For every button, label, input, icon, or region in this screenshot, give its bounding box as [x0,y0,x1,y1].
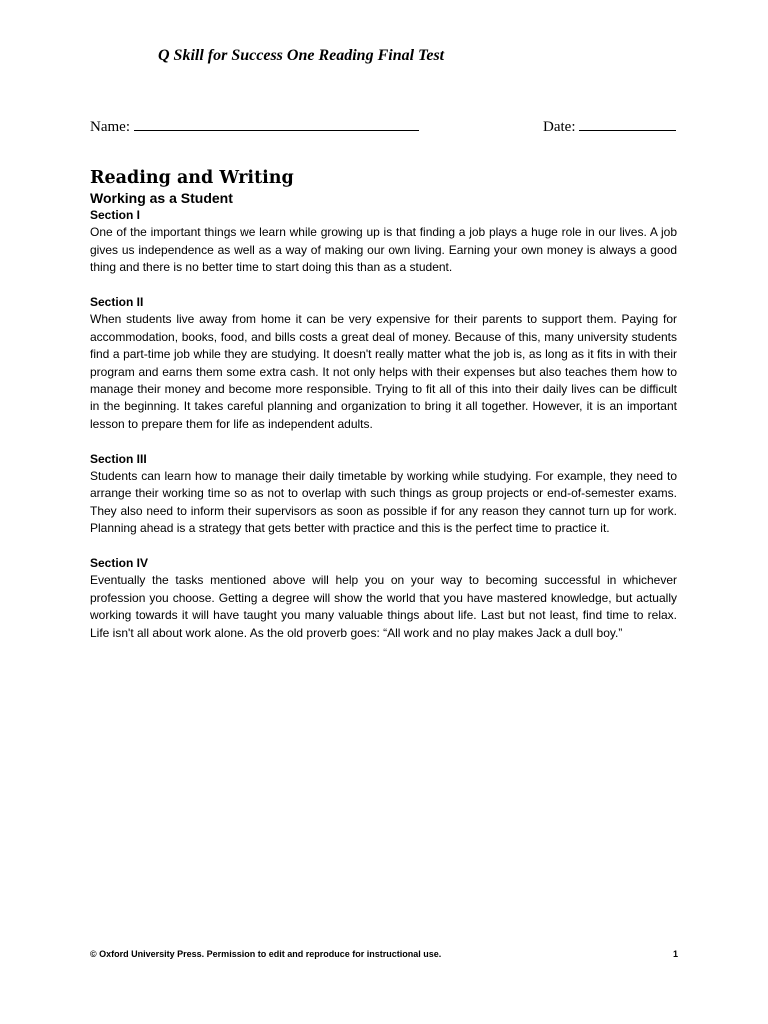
section-2 [90,294,677,433]
date-blank-line [579,116,676,131]
section-label: Section I [90,208,141,222]
name-blank-line [134,116,419,131]
paragraph-gap [90,538,677,555]
section-paragraph: One of the important things we learn while growing up is that finding a job plays a huge role in our lives. A job gives us independence as well as a way of making our own living. Earning your own money is always a good thing and there is no better time to start doing this than as a student. [90,225,677,275]
section-paragraph: Students can learn how to manage their daily timetable by working while studying. For example, they need to arrange their working time so as not to overlap with such things as group projects or end-of-semester exams. They also need to inform their supervisors as soon as possible if for any reason they cannot turn up for work. Planning ahead is a strategy that gets better with practice and this is the perfect time to practice it. [90,469,677,536]
paragraph-gap [90,433,677,450]
section-label: Section II [90,295,144,310]
section-paragraph: Eventually the tasks mentioned above will help you on your way to becoming successful in whichever profession you choose. Getting a degree will show the world that you have mastered knowledge, but actually working towards it will have taught you many valuable things about life. Last but not least, find time to relax. Life isn't all about work alone. As the old proverb goes: “All work and no play makes Jack a dull boy.” [90,573,677,640]
name-field [90,116,419,136]
section-label: Section IV [90,556,149,571]
section-paragraph: When students live away from home it can be very expensive for their parents to support them. Paying for accommodation, books, food, and bills costs a great deal of money. Because of this, many university students find a part-time job while they are studying. It doesn't really matter what the job is, as long as it fits in with their program and earns them some extra cash. It not only helps with their expenses but also teaches them how to manage their money and become more responsible. Trying to fit all of this into their daily lives can be difficult in the beginning. It takes careful planning and organization to bring it all together. However, it is an important lesson to prepare them for life as independent adults. [90,312,677,431]
section-4 [90,555,677,642]
section-label: Section III [90,451,147,466]
page-number: 1 [672,949,678,959]
copyright-notice: © Oxford University Press. Permission to edit and reproduce for instructional use. [90,949,442,959]
section-heading: Reading and Writing [90,168,294,188]
date-field [543,116,676,136]
section-3 [90,451,677,538]
name-label: Name: [90,119,130,135]
reading-content [90,167,677,642]
section-1 [90,207,677,277]
article-title: Working as a Student [90,190,233,206]
test-title: Q Skill for Success One Reading Final Test [158,47,445,64]
paragraph-gap [90,277,677,294]
date-label: Date: [543,119,576,135]
